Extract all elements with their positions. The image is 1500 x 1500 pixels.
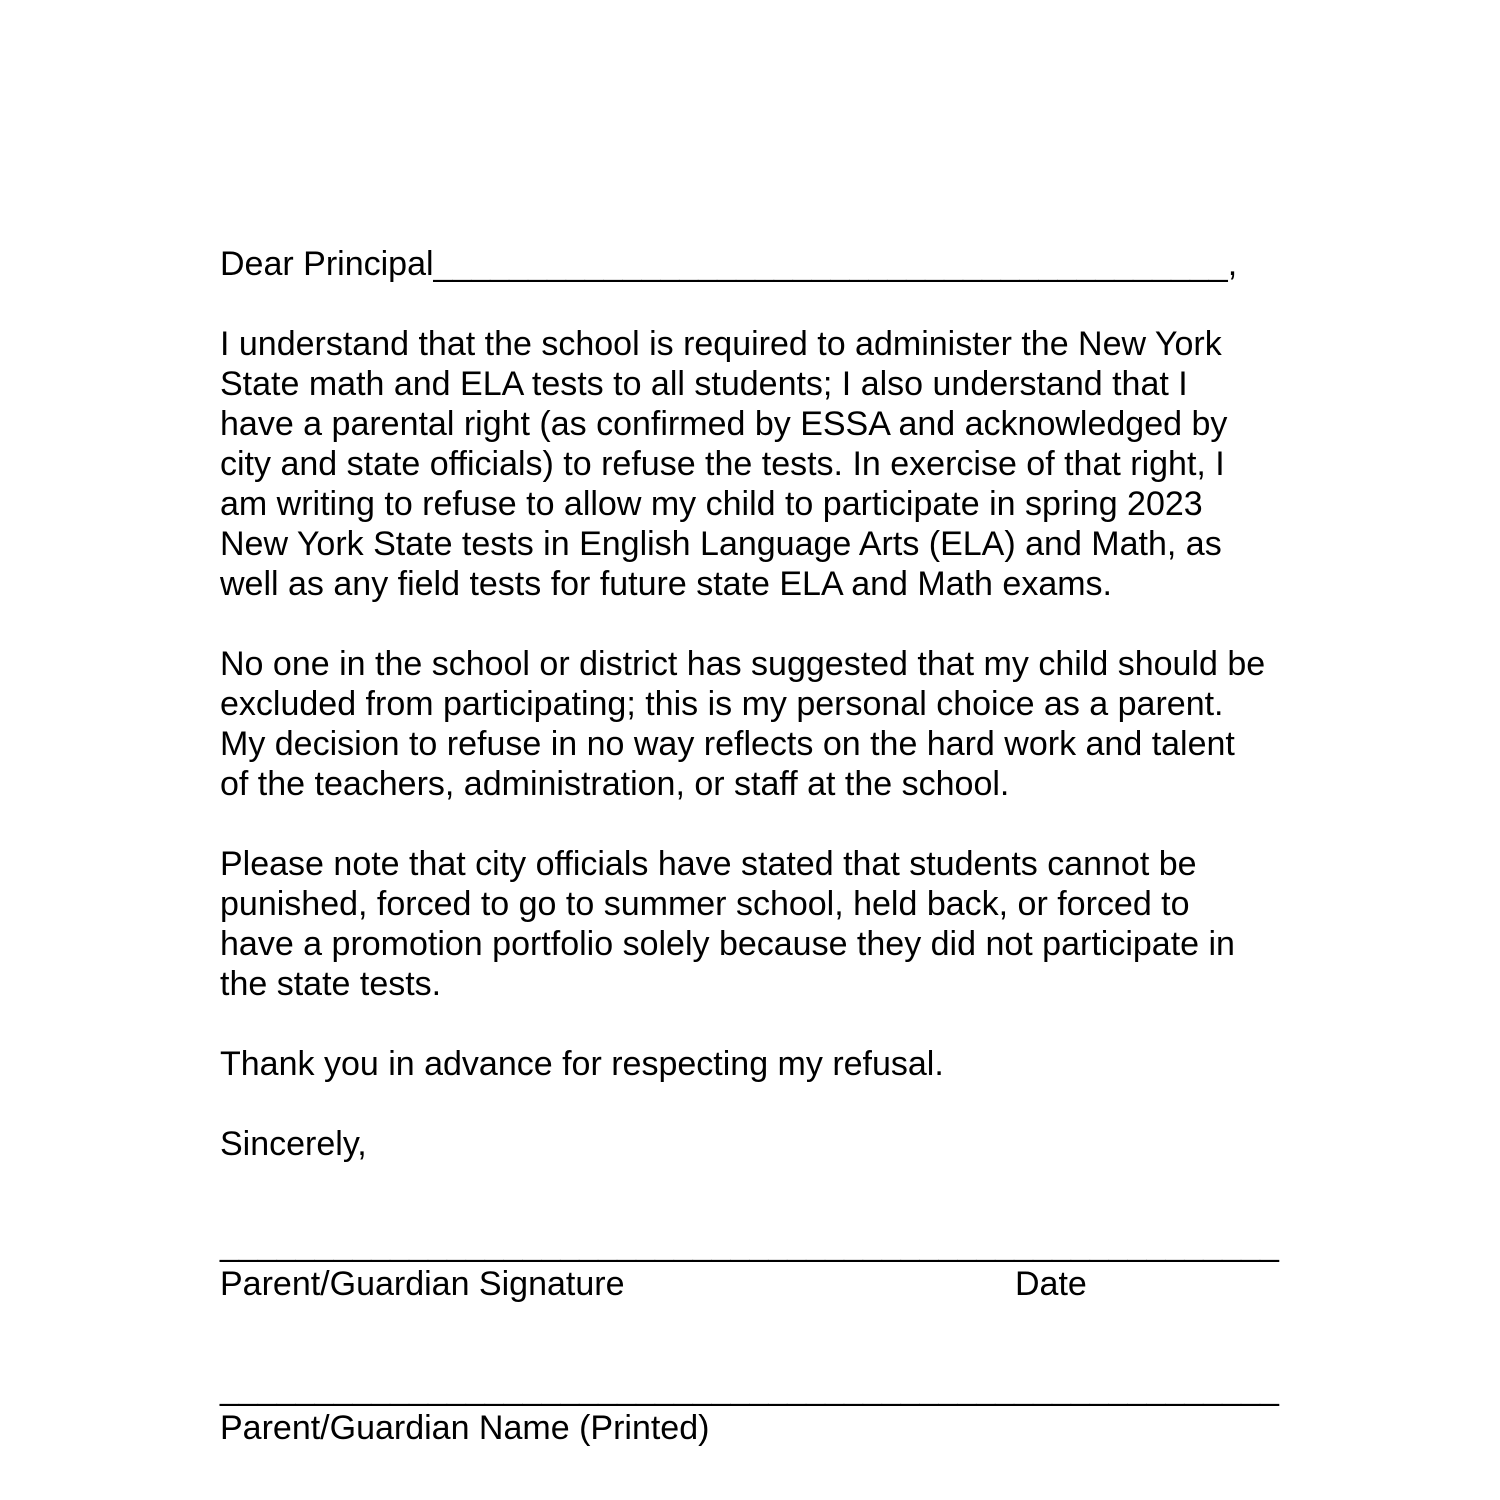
salutation-comma: , <box>1227 245 1238 283</box>
date-label: Date <box>1015 1265 1087 1303</box>
principal-name-blank[interactable]: __________________________________________ <box>433 245 1228 283</box>
closing-sincerely: Sincerely, <box>220 1125 367 1163</box>
signature-label: Parent/Guardian Signature <box>220 1265 625 1303</box>
paragraph-4-thank-you: Thank you in advance for respecting my refusal. <box>220 1045 944 1083</box>
salutation <box>220 244 1268 284</box>
paragraph-3: Please note that city officials have stated that students cannot be punished, forced to go to summer school, held back, or forced to have a promotion portfolio solely because they did not participate in the state tests. <box>220 845 1235 1003</box>
salutation-prefix: Dear Principal <box>220 245 434 283</box>
printed-name-label-row <box>220 1408 1268 1448</box>
signature-line[interactable]: ________________________________________________________ <box>220 1225 1279 1263</box>
signature-label-row <box>220 1264 1268 1304</box>
printed-name-label: Parent/Guardian Name (Printed) <box>220 1409 710 1447</box>
paragraph-2: No one in the school or district has suggested that my child should be excluded from participating; this is my personal choice as a parent. My decision to refuse in no way reflects on the hard work and talent of the teachers, administration, or staff at the school. <box>220 645 1266 803</box>
letter-content <box>220 0 1279 1448</box>
paragraph-1: I understand that the school is required to administer the New York State math and ELA tests to all students; I also understand that I have a parental right (as confirmed by ESSA and acknowledged by city and state officials) to refuse the tests. In exercise of that right, I am writing to refuse to allow my child to participate in spring 2023 New York State tests in English Language Arts (ELA) and Math, as well as any field tests for future state ELA and Math exams. <box>220 325 1228 603</box>
printed-name-line[interactable]: ________________________________________________________ <box>220 1369 1279 1407</box>
